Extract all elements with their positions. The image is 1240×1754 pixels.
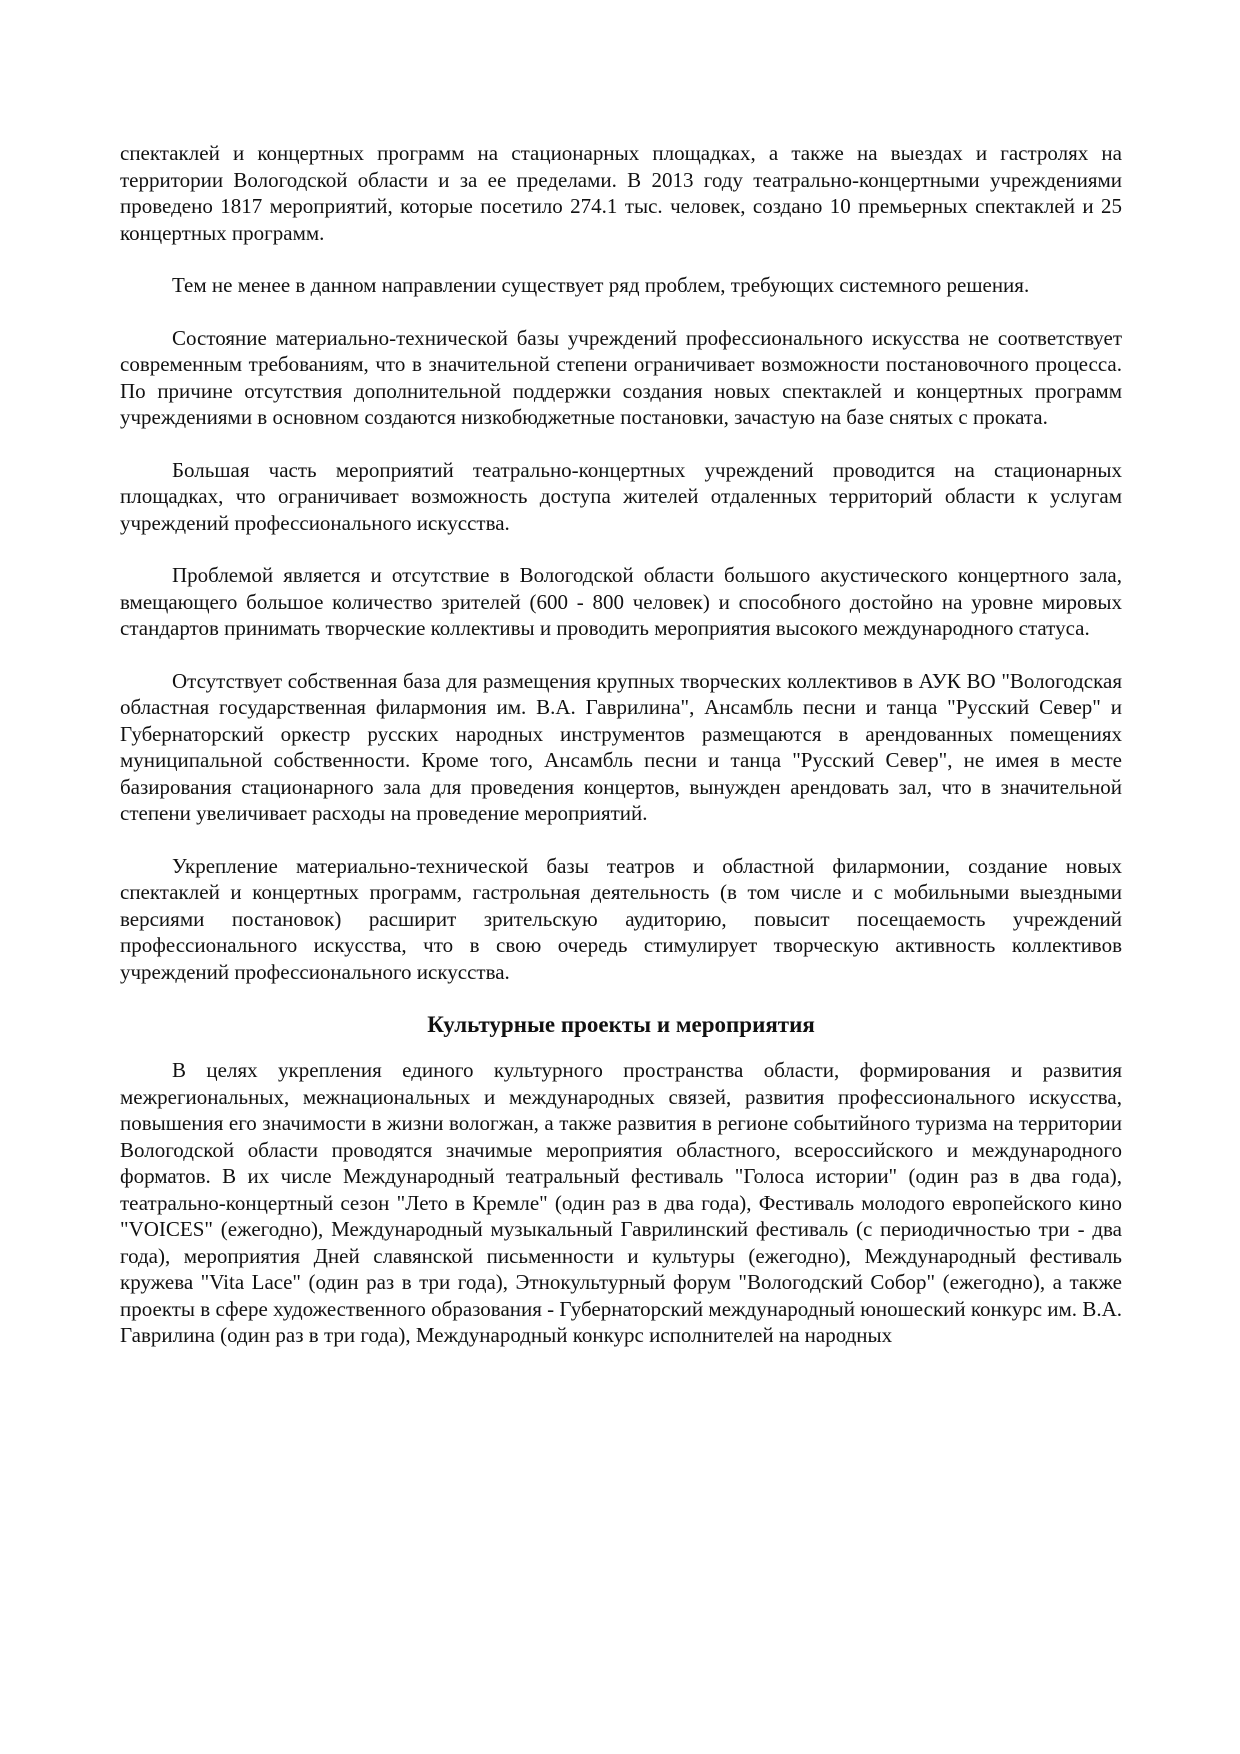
paragraph-strengthening: Укрепление материально-технической базы театров и областной филармонии, создание новых спектаклей и концертных программ, гастрольная деятельность (в том числе и с мобильными выездными версиями постановок) расширит зрительскую аудиторию, повысит посещаемость учреждений профессионального искусства, что в свою очередь стимулирует творческую активность коллективов учреждений профессионального искусства. xyxy=(120,853,1122,984)
paragraph-material-base: Состояние материально-технической базы учреждений профессионального искусства не соответствует современным требованиям, что в значительной степени ограничивает возможности постановочного процесса. По причине отсутствия дополнительной поддержки создания новых спектаклей и концертных программ учреждениями в основном создаются низкобюджетные постановки, зачастую на базе снятых с проката. xyxy=(120,325,1122,429)
paragraph-intro: спектаклей и концертных программ на стационарных площадках, а также на выездах и гастролях на территории Вологодской области и за ее пределами. В 2013 году театрально-концертными учреждениями проведено 1817 мероприятий, которые посетило 274.1 тыс. человек, создано 10 премьерных спектаклей и 25 концертных программ. xyxy=(120,141,1122,245)
paragraph-cultural-projects: В целях укрепления единого культурного пространства области, формирования и развития межрегиональных, межнациональных и международных связей, развития профессионального искусства, повышения его значимости в жизни вологжан, а также развития в регионе событийного туризма на территории Вологодской области проводятся значимые мероприятия областного, всероссийского и международного форматов. В их числе Международный театральный фестиваль "Голоса истории" (один раз в два года), театрально-концертный сезон "Лето в Кремле" (один раз в два года), Фестиваль молодого европейского кино "VOICES" (ежегодно), Международный музыкальный Гаврилинский фестиваль (с периодичностью три - два года), мероприятия Дней славянской письменности и культуры (ежегодно), Международный фестиваль кружева "Vita Lace" (один раз в три года), Этнокультурный форум "Вологодский Собор" (ежегодно), а также проекты в сфере художественного образования - Губернаторский международный юношеский конкурс им. В.А. Гаврилина (один раз в три года), Международный конкурс исполнителей на народных xyxy=(120,1058,1122,1347)
paragraph-stationary-venues: Большая часть мероприятий театрально-концертных учреждений проводится на стационарных площадках, что ограничивает возможность доступа жителей отдаленных территорий области к услугам учреждений профессионального искусства. xyxy=(120,457,1122,535)
paragraph-concert-hall: Проблемой является и отсутствие в Вологодской области большого акустического концертного зала, вмещающего большое количество зрителей (600 - 800 человек) и способного достойно на уровне мировых стандартов принимать творческие коллективы и проводить мероприятия высокого международного статуса. xyxy=(120,563,1122,640)
paragraph-own-base: Отсутствует собственная база для размещения крупных творческих коллективов в АУК ВО "Вологодская областная государственная филармония им. В.А. Гаврилина", Ансамбль песни и танца "Русский Север" и Губернаторский оркестр русских народных инструментов размещаются в арендованных помещениях муниципальной собственности. Кроме того, Ансамбль песни и танца "Русский Север", не имея в месте базирования стационарного зала для проведения концертов, вынужден арендовать зал, что в значительной степени увеличивает расходы на проведение мероприятий. xyxy=(120,668,1122,825)
paragraph-problems: Тем не менее в данном направлении существует ряд проблем, требующих системного решения. xyxy=(172,273,1030,297)
document-page xyxy=(120,140,1122,1375)
section-heading: Культурные проекты и мероприятия xyxy=(427,1012,815,1037)
